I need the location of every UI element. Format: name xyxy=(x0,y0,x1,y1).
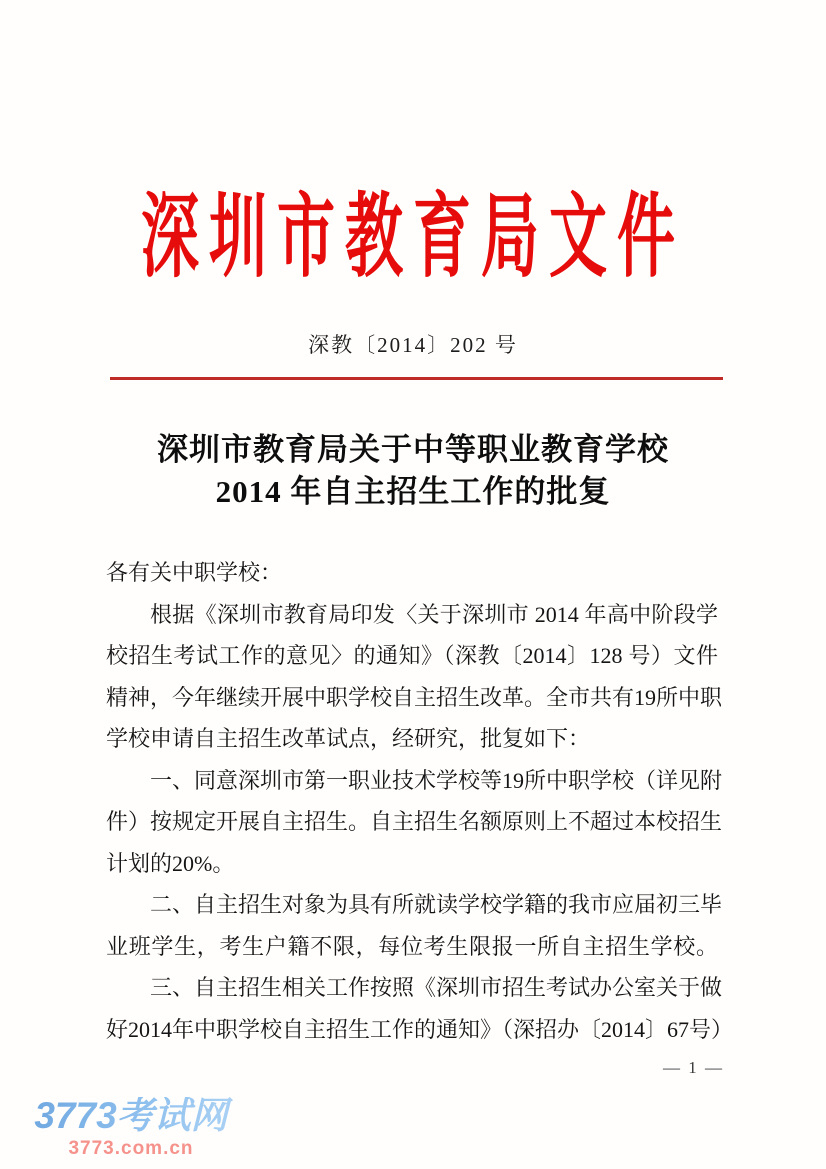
body-line: 计划的20%。 xyxy=(106,850,235,876)
watermark-site-logo: 3773考试网 xyxy=(16,1097,246,1134)
body-line: 一、同意深圳市第一职业技术学校等19所中职学校（详见附 xyxy=(150,767,723,793)
watermark-site-url: 3773.com.cn xyxy=(68,1138,194,1159)
watermark xyxy=(16,1097,246,1158)
header-divider-rule xyxy=(110,377,723,380)
document-title-line2: 2014 年自主招生工作的批复 xyxy=(215,474,611,509)
body-line: 二、自主招生对象为具有所就读学校学籍的我市应届初三毕 xyxy=(150,892,723,917)
document-title xyxy=(0,429,826,513)
page-number: — 1 — xyxy=(663,1058,724,1077)
body-line: 校招生考试工作的意见〉的通知》（深教〔2014〕128 号）文件 xyxy=(106,643,718,668)
body-line: 学校申请自主招生改革试点，经研究，批复如下： xyxy=(106,726,591,751)
body-line: 三、自主招生相关工作按照《深圳市招生考试办公室关于做 xyxy=(150,975,723,1000)
body-line: 好2014年中职学校自主招生工作的通知》（深招办〔2014〕67号） xyxy=(106,1016,734,1042)
body-line-salutation: 各有关中职学校： xyxy=(106,560,283,585)
body-line: 精神，今年继续开展中职学校自主招生改革。全市共有19所中职 xyxy=(106,684,723,710)
body-line: 件）按规定开展自主招生。自主招生名额原则上不超过本校招生 xyxy=(106,809,723,834)
document-number: 深教〔2014〕202 号 xyxy=(308,333,518,357)
document-header-org-title: 深圳市教育局文件 xyxy=(140,185,685,289)
document-title-line1: 深圳市教育局关于中等职业教育学校 xyxy=(157,432,669,467)
body-line: 根据《深圳市教育局印发〈关于深圳市 2014 年高中阶段学 xyxy=(150,601,718,627)
body-line: 业班学生，考生户籍不限，每位考生限报一所自主招生学校。 xyxy=(106,933,718,959)
document-body xyxy=(106,552,734,1050)
